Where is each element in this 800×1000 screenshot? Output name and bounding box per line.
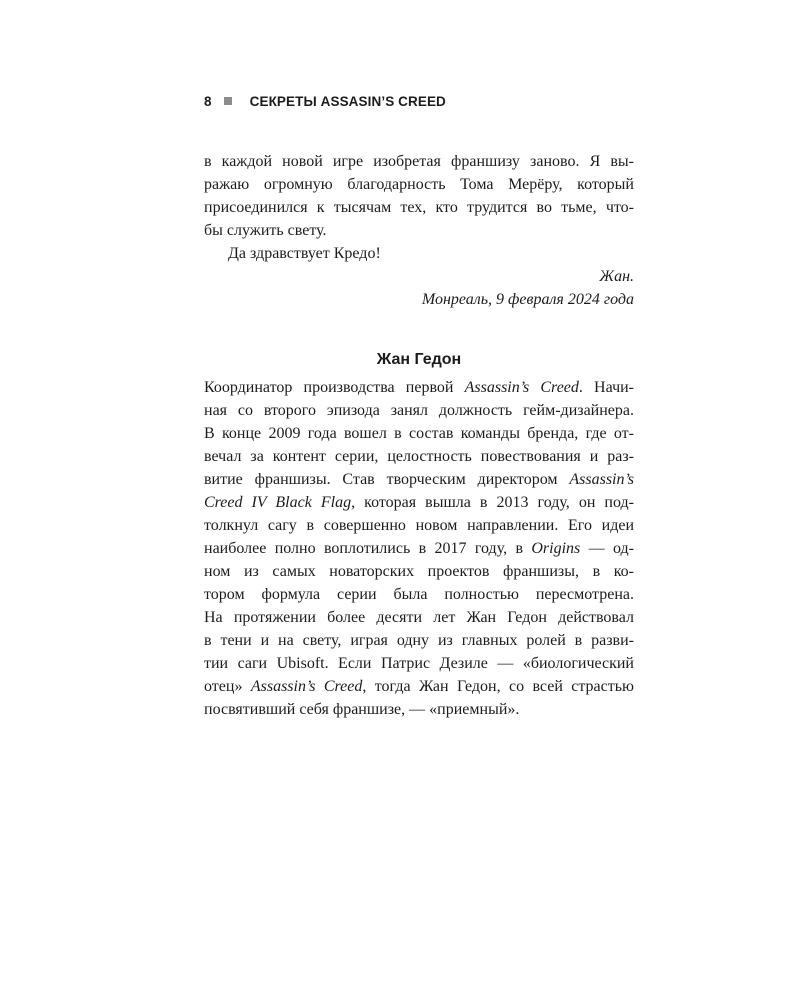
text-line: тии саги Ubisoft. Если Патрис Дезиле — «биологический	[204, 655, 634, 672]
text-line: В конце 2009 года вошел в состав команды бренда, где от-	[204, 425, 634, 442]
text-line: вечал за контент серии, целостность повествования и раз-	[204, 448, 634, 465]
text-line: тором формула серии была полностью пересмотрена.	[204, 586, 634, 603]
page-number: 8	[204, 93, 212, 109]
header-square-ornament	[224, 97, 232, 105]
text-line: толкнул сагу в совершенно новом направлении. Его идеи	[204, 517, 634, 534]
text-line: бы служить свету.	[204, 222, 327, 239]
text-line: Creed IV Black Flag, которая вышла в 2013 году, он под-	[204, 494, 634, 511]
text-line: в тени и на свету, играя одну из главных ролей в разви-	[204, 632, 634, 649]
text-line: в каждой новой игре изобретая франшизу заново. Я вы-	[204, 153, 634, 170]
text-line: наиболее полно воплотились в 2017 году, в Origins — од-	[204, 540, 635, 557]
signature-place-date: Монреаль, 9 февраля 2024 года	[421, 291, 634, 308]
text-line: посвятивший себя франшизе, — «приемный».	[204, 701, 520, 718]
book-title: СЕКРЕТЫ ASSASIN’S CREED	[249, 93, 446, 109]
text-line: присоединился к тысячам тех, кто трудится во тьме, что-	[204, 199, 634, 216]
text-line: ном из самых новаторских проектов франшизы, в ко-	[204, 563, 634, 580]
section-title: Жан Гедон	[376, 351, 462, 368]
text-line: витие франшизы. Став творческим директором Assassin’s	[204, 471, 634, 488]
running-head	[204, 92, 446, 110]
text-line: Координатор производства первой Assassin’s Creed. Начи-	[204, 379, 635, 396]
motto: Да здравствует Кредо!	[228, 245, 381, 262]
text-line: ражаю огромную благодарность Тома Мерёру, который	[204, 176, 634, 193]
intro-paragraph	[204, 150, 634, 311]
text-line: ная со второго эпизода занял должность гейм-дизайнера.	[204, 402, 634, 419]
signature-name: Жан.	[599, 268, 634, 285]
bio-paragraph	[204, 376, 634, 721]
text-line: На протяжении более десяти лет Жан Гедон действовал	[204, 609, 634, 626]
text-line: отец» Assassin’s Creed, тогда Жан Гедон, со всей страстью	[204, 678, 635, 695]
